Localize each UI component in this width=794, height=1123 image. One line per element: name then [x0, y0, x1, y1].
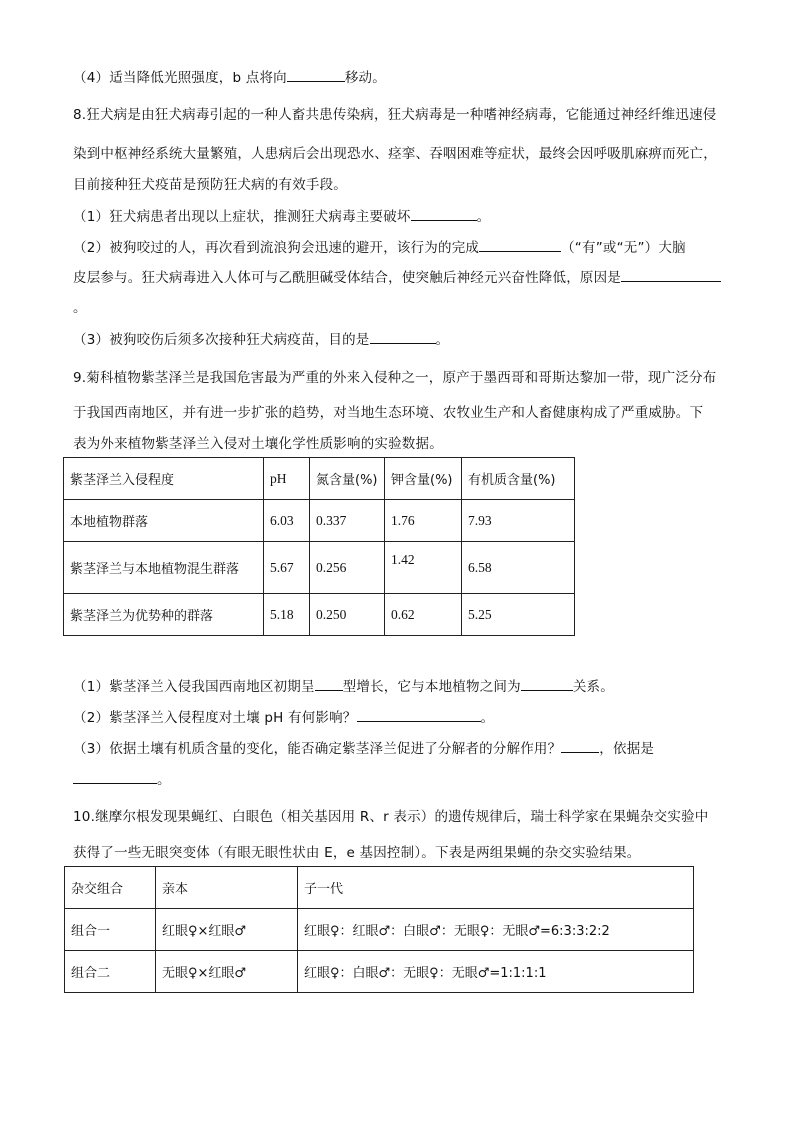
answer-blank[interactable] — [357, 707, 481, 722]
table-cell: 组合二 — [65, 951, 156, 993]
table-cell: 组合一 — [65, 909, 156, 951]
table-header-cell: pH — [264, 458, 310, 500]
answer-blank[interactable] — [315, 676, 343, 691]
q9-stem-line3: 表为外来植物紫茎泽兰入侵对土壤化学性质影响的实验数据。 — [73, 436, 443, 452]
table-cell: 0.256 — [310, 542, 385, 594]
table-cell: 0.337 — [310, 500, 385, 542]
q9-part1-end: 关系。 — [572, 679, 614, 695]
q8-part3 — [73, 328, 449, 348]
table-cell: 5.18 — [264, 594, 310, 636]
table-header-cell: 子一代 — [298, 867, 694, 909]
answer-blank[interactable] — [479, 237, 561, 252]
q8-part1 — [73, 205, 490, 225]
table-row — [64, 542, 575, 594]
table-header-cell: 紫茎泽兰入侵程度 — [64, 458, 264, 500]
table-header-cell: 有机质含量(%) — [462, 458, 575, 500]
q9-part3-end: 。 — [157, 772, 171, 788]
q8-part3-text: （3）被狗咬伤后须多次接种狂犬病疫苗，目的是 — [73, 332, 370, 348]
q8-part2-options: （“有”或“无”）大脑 — [561, 240, 686, 256]
answer-blank[interactable] — [73, 769, 157, 784]
table-cell: 7.93 — [462, 500, 575, 542]
table-cell: 红眼♀：红眼♂：白眼♂：无眼♀：无眼♂=6:3:3:2:2 — [298, 909, 694, 951]
q9-part3-line1 — [73, 737, 654, 757]
table-cell: 紫茎泽兰与本地植物混生群落 — [64, 542, 264, 594]
answer-blank[interactable] — [370, 329, 436, 344]
q8-part2-cont: 皮层参与。狂犬病毒进入人体可与乙酰胆碱受体结合，使突触后神经元兴奋性降低，原因是 — [73, 270, 621, 286]
q10-cross-table — [64, 866, 694, 993]
q9-part2-text: （2）紫茎泽兰入侵程度对土壤 pH 有何影响？ — [73, 710, 357, 726]
table-cell: 红眼♀×红眼♂ — [156, 909, 298, 951]
table-row — [64, 594, 575, 636]
q8-part2-line2 — [73, 266, 721, 286]
answer-blank[interactable] — [621, 267, 721, 282]
table-cell: 无眼♀×红眼♂ — [156, 951, 298, 993]
table-header-row — [64, 458, 575, 500]
q7-part4-end: 移动。 — [344, 70, 386, 86]
q9-part1-text: （1）紫茎泽兰入侵我国西南地区初期呈 — [73, 679, 315, 695]
table-row — [64, 500, 575, 542]
q7-part4-text: （4）适当降低光照强度，b 点将向 — [73, 70, 287, 86]
q9-part3-text: （3）依据土壤有机质含量的变化，能否确定紫茎泽兰促进了分解者的分解作用？ — [73, 741, 562, 757]
table-header-cell: 杂交组合 — [65, 867, 156, 909]
table-header-cell: 钾含量(%) — [385, 458, 462, 500]
q9-part2-end: 。 — [480, 710, 495, 726]
table-cell: 1.76 — [385, 500, 462, 542]
q8-stem-line1: 8.狂犬病是由狂犬病毒引起的一种人畜共患传染病，狂犬病毒是一种嗜神经病毒，它能通过神经纤维迅速侵 — [73, 107, 717, 123]
q9-part3-line2 — [73, 768, 171, 788]
q10-stem-line1: 10.继摩尔根发现果蝇红、白眼色（相关基因用 R、r 表示）的遗传规律后，瑞士科学家在果蝇杂交实验中 — [73, 809, 709, 825]
table-cell: 6.03 — [264, 500, 310, 542]
answer-blank[interactable] — [287, 67, 345, 82]
table-header-cell: 氮含量(%) — [310, 458, 385, 500]
q9-part3-mid: ，依据是 — [599, 741, 655, 757]
table-cell: 1.42 — [385, 542, 462, 594]
q10-stem-line2: 获得了一些无眼突变体（有眼无眼性状由 E，e 基因控制）。下表是两组果蝇的杂交实验结果。 — [73, 845, 641, 861]
answer-blank[interactable] — [521, 676, 573, 691]
q9-soil-table — [63, 457, 575, 636]
table-cell: 6.58 — [462, 542, 575, 594]
q9-part1-mid: 型增长，它与本地植物之间为 — [342, 679, 521, 695]
q8-part1-text: （1）狂犬病患者出现以上症状，推测狂犬病毒主要破坏 — [73, 209, 411, 225]
q8-stem-line2: 染到中枢神经系统大量繁殖，人患病后会出现恐水、痉挛、吞咽困难等症状，最终会因呼吸肌麻痹而死亡， — [73, 146, 717, 162]
q8-part1-end: 。 — [476, 209, 491, 225]
table-cell: 5.25 — [462, 594, 575, 636]
q8-stem-line3: 目前接种狂犬疫苗是预防狂犬病的有效手段。 — [73, 177, 347, 193]
table-cell: 本地植物群落 — [64, 500, 264, 542]
table-cell: 紫茎泽兰为优势种的群落 — [64, 594, 264, 636]
table-cell: 红眼♀：白眼♂：无眼♀：无眼♂=1:1:1:1 — [298, 951, 694, 993]
q8-part2-line3: 。 — [73, 300, 87, 316]
table-header-row — [65, 867, 694, 909]
answer-blank[interactable] — [411, 206, 477, 221]
q7-part4 — [73, 66, 386, 86]
q9-stem-line2: 于我国西南地区，并有进一步扩张的趋势，对当地生态环境、农牧业生产和人畜健康构成了严重威胁。下 — [73, 405, 704, 421]
answer-blank[interactable] — [561, 738, 599, 753]
table-row — [65, 951, 694, 993]
q9-part1 — [73, 675, 614, 695]
q8-part3-end: 。 — [435, 332, 450, 348]
q9-stem-line1: 9.菊科植物紫茎泽兰是我国危害最为严重的外来入侵种之一，原产于墨西哥和哥斯达黎加一带，现广泛分布 — [73, 370, 717, 386]
q8-part2-text: （2）被狗咬过的人，再次看到流浪狗会迅速的避开，该行为的完成 — [73, 240, 480, 256]
table-cell: 0.62 — [385, 594, 462, 636]
table-cell: 5.67 — [264, 542, 310, 594]
q8-part2-line1 — [73, 236, 686, 256]
table-row — [65, 909, 694, 951]
q9-part2 — [73, 706, 494, 726]
table-cell: 0.250 — [310, 594, 385, 636]
table-header-cell: 亲本 — [156, 867, 298, 909]
